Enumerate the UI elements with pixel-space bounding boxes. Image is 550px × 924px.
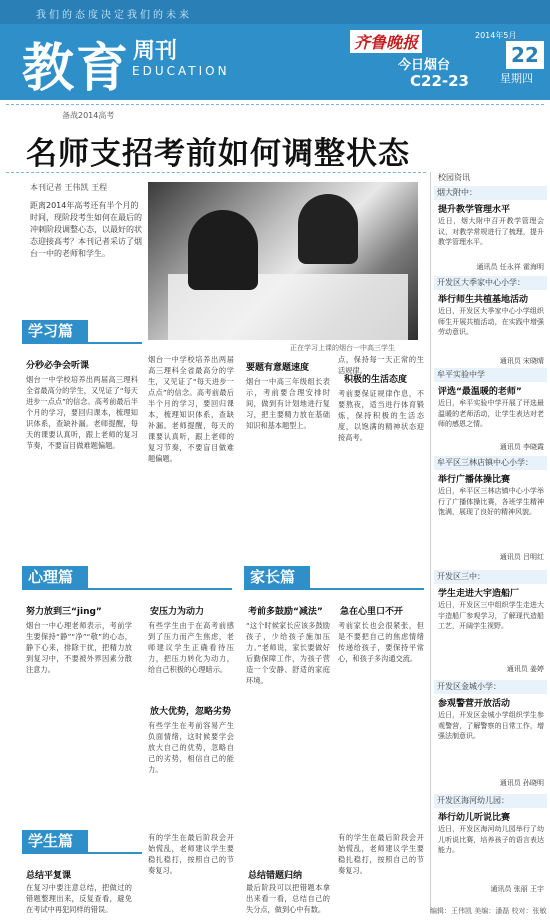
section-family-title: 家长篇 (244, 566, 310, 588)
sidebar-label: 校园资讯 (438, 173, 470, 182)
sidebar-item-author: 通讯员 宋晓晴 (499, 357, 544, 365)
study-body-continued: 烟台一中学校培养出两届高三理科全省最高分的学生，又见证了“每天进步一点点”的信念。高考前最后半个月的学习，要回归课本，梳理知识体系，查缺补漏。老师提醒，每天的课要认真听，跟上老师的复习节奏，不要盲目做难题偏题。 (148, 355, 234, 463)
middle-body-2: 考前要保证规律作息，不要熬夜，适当进行体育锻炼，保持积极的生活态度，以饱满的精神状态迎接高考。 (338, 389, 424, 442)
family-body-1: “这个时候家长应该多鼓励孩子，少给孩子施加压力。”老师说，家长要做好后勤保障工作，为孩子营造一个安静、舒适的家庭环境。 (246, 621, 330, 685)
mind-body-2: 有些学生由于在高考前感到了压力而产生焦虑，老师建议学生正确看待压力，把压力转化为动力，给自己积极的心理暗示。 (148, 621, 234, 674)
sidebar-item-author: 通讯员 任永祥 霍海明 (476, 263, 544, 271)
section-rule (22, 588, 232, 590)
sidebar-item-title: 提升教学管理水平 (438, 205, 511, 215)
page-number: C22-23 (410, 72, 469, 90)
sidebar-item-box: 开发区金城小学： (434, 680, 547, 694)
students-subhead-3: 总结错题归纳 (248, 871, 303, 881)
section-mind-title: 心理篇 (22, 566, 88, 588)
mind-subhead-1: 努力放到三“jing” (26, 607, 102, 617)
students-body-3: 最后阶段可以把错题本拿出来看一看，总结自己的失分点，做到心中有数。 (246, 883, 330, 914)
masthead-english: EDUCATION (132, 64, 230, 78)
edition-name: 今日烟台 (398, 58, 451, 73)
sidebar-item-title: 举行师生共植基地活动 (438, 295, 529, 305)
article-headline: 名师支招考前如何调整状态 (26, 136, 410, 172)
sidebar-item-box: 烟大附中： (434, 186, 547, 200)
sidebar-item-body: 近日，牟平实验中学开展了评选最温暖的老师活动，让学生表达对老师的感恩之情。 (438, 399, 544, 428)
section-students-title: 学生篇 (22, 830, 88, 852)
sidebar-item-body: 近日，烟大附中召开教学管理会议，对教学常规进行了梳理，提升教学管理水平。 (438, 217, 544, 246)
brand-logo: 齐鲁晚报 (350, 30, 422, 53)
section-rule (22, 342, 142, 344)
sidebar-item-author: 通讯员 吕明红 (499, 553, 544, 561)
mind-subhead-3: 放大优势，忽略劣势 (150, 707, 232, 717)
middle-subhead: 要题有意题速度 (246, 363, 310, 373)
sidebar-item-author: 通讯员 姜婷 (506, 665, 544, 673)
article-photo (148, 182, 418, 340)
photo-student-figure (188, 210, 258, 290)
article-lead: 距离2014年高考还有半个月的时间，现阶段考生如何在最后的冲刺阶段调整心态，以最好的状态迎接高考？本刊记者采访了烟台一中的老师和学生。 (30, 201, 142, 258)
middle-subhead-2: 积极的生活态度 (344, 375, 408, 385)
students-body-4: 有的学生在最后阶段会开始慌乱，老师建议学生要稳扎稳打，按照自己的节奏复习。 (338, 833, 424, 875)
family-body-2: 考前家长也会很紧张，但是不要把自己的焦虑情绪传递给孩子，要保持平常心，和孩子多沟通交流。 (338, 621, 424, 663)
masthead-slogan: 我们的态度决定我们的未来 (36, 10, 192, 21)
sidebar-item-body: 近日，牟平区三林店镇中心小学举行了广播体操比赛，各班学生精神饱满，展现了良好的精神风貌。 (438, 487, 544, 516)
study-body: 烟台一中学校培养出两届高三理科全省最高分的学生，又见证了“每天进步一点点”的信念。高考前最后半个月的学习，要回归课本，梳理知识体系，查缺补漏。老师提醒，每天的课要认真听，跟上老师的复习节奏，不要盲目做难题偏题。 (26, 375, 138, 450)
sidebar-item-body: 近日，开发区金城小学组织学生参观警营，了解警察的日常工作，增强法制意识。 (438, 711, 544, 740)
sidebar-item-box: 牟平实验中学 (434, 368, 547, 382)
sidebar-item-box: 开发区海河幼儿园： (434, 794, 547, 808)
students-subhead-2: 总结平复课 (26, 871, 72, 881)
sidebar-item-body: 近日，开发区三中组织学生走进大宇造船厂参观学习，了解现代造船工艺，开阔学生视野。 (438, 601, 544, 630)
divider (6, 172, 426, 173)
masthead-subtitle: 周刊 (133, 39, 178, 64)
sidebar-item-body: 近日，开发区海河幼儿园举行了幼儿听说比赛，培养孩子的语言表达能力。 (438, 825, 544, 854)
sidebar-item-title: 学生走进大宇造船厂 (438, 589, 520, 599)
issue-weekday: 星期四 (500, 72, 533, 85)
sidebar-item-box: 开发区大季家中心小学： (434, 276, 547, 290)
sidebar-item-title: 举行广播体操比赛 (438, 475, 511, 485)
sidebar-item-title: 评选“最温暖的老师” (438, 387, 522, 397)
family-subhead-1: 考前多鼓励“减法” (248, 607, 323, 617)
mind-body-3: 有些学生在考前容易产生负面情绪，这时候要学会放大自己的优势，忽略自己的劣势，相信自己的能力。 (148, 721, 234, 774)
photo-caption: 正在学习上课的烟台一中高三学生 (290, 344, 395, 352)
mind-subhead-2: 安压力为动力 (150, 607, 205, 617)
middle-body: 烟台一中高三年级组长表示，考前要合理安排时间，做到有计划地进行复习，把主要精力放在基础知识和基本题型上。 (246, 377, 330, 430)
divider (6, 104, 544, 105)
issue-day: 22 (506, 41, 544, 69)
study-subhead: 分秒必争会听课 (26, 361, 90, 371)
section-rule (22, 852, 142, 854)
section-rule (244, 588, 424, 590)
photo-student-figure (298, 194, 358, 264)
article-byline: 本刊记者 王伟凯 王程 (30, 183, 108, 192)
page-footer-credits: 编辑：王伟凯 美编：潘磊 校对：张敏 (430, 907, 547, 915)
sidebar-item-title: 举行幼儿听说比赛 (438, 813, 511, 823)
students-body-1: 有的学生在最后阶段会开始慌乱，老师建议学生要稳扎稳打，按照自己的节奏复习。 (148, 833, 234, 875)
family-subhead-2: 急在心里口不开 (340, 607, 404, 617)
sidebar-item-author: 通讯员 张丽 王宇 (490, 885, 544, 893)
students-body-2: 在复习中要注意总结，把做过的错题整理出来，反复查看，避免在考试中再犯同样的错误。 (26, 883, 132, 914)
middle-note: 点，保持每一天正常的生活规律。 (338, 355, 424, 375)
article-kicker: 备战2014高考 (62, 111, 115, 120)
sidebar-item-author: 通讯员 李晓霞 (499, 443, 544, 451)
mind-body-1: 烟台一中心理老师表示，考前学生要保持“静”“净”“敬”的心态，静下心来，排除干扰，把精力放到复习中，不要被外界因素分散注意力。 (26, 621, 132, 674)
sidebar-item-box: 牟平区三林店镇中心小学： (434, 456, 547, 470)
sidebar-item-body: 近日，开发区大季家中心小学组织师生开展共植活动，在实践中增强劳动意识。 (438, 307, 544, 336)
sidebar-item-title: 参观警营开放活动 (438, 699, 511, 709)
section-study-title: 学习篇 (22, 320, 88, 342)
sidebar-item-box: 开发区三中： (434, 570, 547, 584)
masthead-title: 教育 (22, 38, 131, 99)
issue-date: 2014年5月 (475, 31, 517, 40)
sidebar-item-author: 通讯员 孙晓明 (499, 779, 544, 787)
